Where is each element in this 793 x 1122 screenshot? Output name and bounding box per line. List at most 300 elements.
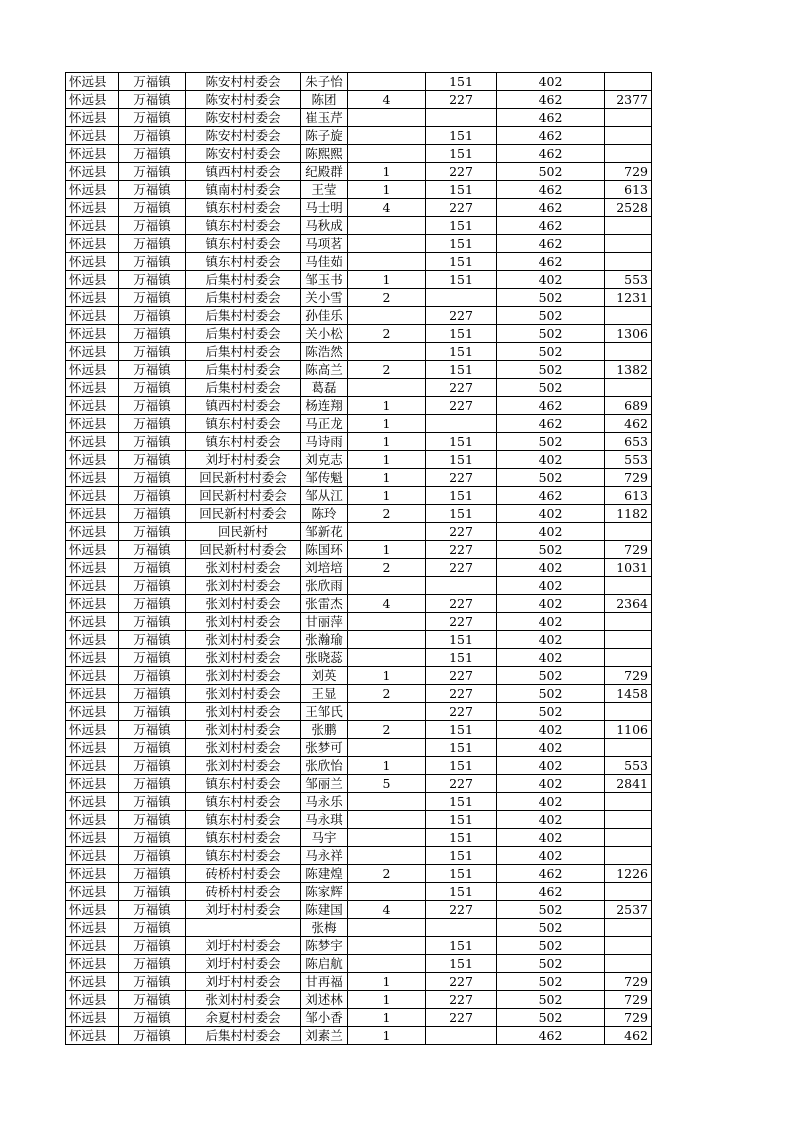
committee-cell: 张刘村村委会 <box>186 631 301 649</box>
town-cell: 万福镇 <box>119 577 186 595</box>
town-cell: 万福镇 <box>119 307 186 325</box>
amount-a-cell: 151 <box>426 73 497 91</box>
town-cell: 万福镇 <box>119 415 186 433</box>
amount-b-cell: 462 <box>497 883 605 901</box>
amount-a-cell: 151 <box>426 883 497 901</box>
amount-a-cell: 227 <box>426 559 497 577</box>
count-cell: 1 <box>348 487 426 505</box>
committee-cell: 刘圩村村委会 <box>186 901 301 919</box>
count-cell: 1 <box>348 397 426 415</box>
table-row <box>66 829 652 847</box>
count-cell: 1 <box>348 991 426 1009</box>
committee-cell: 张刘村村委会 <box>186 739 301 757</box>
town-cell: 万福镇 <box>119 955 186 973</box>
count-cell: 4 <box>348 91 426 109</box>
total-cell: 2528 <box>605 199 652 217</box>
total-cell <box>605 847 652 865</box>
name-cell: 邹小香 <box>301 1009 348 1027</box>
town-cell: 万福镇 <box>119 685 186 703</box>
total-cell: 1231 <box>605 289 652 307</box>
amount-b-cell: 502 <box>497 361 605 379</box>
amount-b-cell: 462 <box>497 415 605 433</box>
table-row <box>66 343 652 361</box>
count-cell <box>348 253 426 271</box>
table-row <box>66 325 652 343</box>
committee-cell: 回民新村村委会 <box>186 505 301 523</box>
count-cell: 4 <box>348 595 426 613</box>
amount-b-cell: 502 <box>497 541 605 559</box>
total-cell: 729 <box>605 469 652 487</box>
count-cell <box>348 937 426 955</box>
county-cell: 怀远县 <box>66 757 119 775</box>
name-cell: 张欣雨 <box>301 577 348 595</box>
name-cell: 陈子旋 <box>301 127 348 145</box>
committee-cell: 镇东村村委会 <box>186 217 301 235</box>
committee-cell: 镇东村村委会 <box>186 829 301 847</box>
amount-b-cell: 502 <box>497 685 605 703</box>
county-cell: 怀远县 <box>66 433 119 451</box>
table-row <box>66 307 652 325</box>
count-cell <box>348 127 426 145</box>
amount-b-cell: 402 <box>497 505 605 523</box>
table-row <box>66 613 652 631</box>
amount-a-cell: 227 <box>426 685 497 703</box>
count-cell <box>348 919 426 937</box>
amount-a-cell: 151 <box>426 955 497 973</box>
name-cell: 陈玲 <box>301 505 348 523</box>
amount-a-cell: 151 <box>426 217 497 235</box>
town-cell: 万福镇 <box>119 757 186 775</box>
amount-a-cell: 151 <box>426 451 497 469</box>
amount-a-cell: 227 <box>426 1009 497 1027</box>
name-cell: 陈启航 <box>301 955 348 973</box>
amount-b-cell: 502 <box>497 667 605 685</box>
name-cell: 张梅 <box>301 919 348 937</box>
county-cell: 怀远县 <box>66 307 119 325</box>
table-row <box>66 127 652 145</box>
total-cell: 1106 <box>605 721 652 739</box>
name-cell: 王显 <box>301 685 348 703</box>
amount-b-cell: 402 <box>497 631 605 649</box>
committee-cell: 回民新村 <box>186 523 301 541</box>
count-cell: 4 <box>348 901 426 919</box>
total-cell: 1306 <box>605 325 652 343</box>
county-cell: 怀远县 <box>66 109 119 127</box>
table-row <box>66 919 652 937</box>
amount-b-cell: 462 <box>497 397 605 415</box>
total-cell <box>605 307 652 325</box>
amount-b-cell: 502 <box>497 703 605 721</box>
count-cell <box>348 235 426 253</box>
amount-b-cell: 402 <box>497 847 605 865</box>
total-cell <box>605 883 652 901</box>
total-cell <box>605 919 652 937</box>
name-cell: 甘丽萍 <box>301 613 348 631</box>
total-cell: 729 <box>605 1009 652 1027</box>
count-cell <box>348 811 426 829</box>
committee-cell: 张刘村村委会 <box>186 649 301 667</box>
name-cell: 陈梦宇 <box>301 937 348 955</box>
committee-cell: 镇西村村委会 <box>186 163 301 181</box>
name-cell: 杨连翔 <box>301 397 348 415</box>
count-cell <box>348 343 426 361</box>
amount-a-cell: 227 <box>426 163 497 181</box>
amount-a-cell <box>426 577 497 595</box>
committee-cell: 回民新村村委会 <box>186 487 301 505</box>
total-cell <box>605 109 652 127</box>
total-cell <box>605 343 652 361</box>
committee-cell: 陈安村村委会 <box>186 109 301 127</box>
amount-b-cell: 402 <box>497 613 605 631</box>
table-row <box>66 505 652 523</box>
amount-a-cell: 227 <box>426 901 497 919</box>
total-cell <box>605 523 652 541</box>
count-cell: 1 <box>348 163 426 181</box>
county-cell: 怀远县 <box>66 811 119 829</box>
count-cell: 5 <box>348 775 426 793</box>
county-cell: 怀远县 <box>66 145 119 163</box>
committee-cell: 镇西村村委会 <box>186 397 301 415</box>
committee-cell: 后集村村委会 <box>186 289 301 307</box>
amount-b-cell: 502 <box>497 379 605 397</box>
table-row <box>66 91 652 109</box>
town-cell: 万福镇 <box>119 397 186 415</box>
table-row <box>66 469 652 487</box>
count-cell <box>348 109 426 127</box>
committee-cell: 张刘村村委会 <box>186 577 301 595</box>
table-row <box>66 685 652 703</box>
count-cell: 1 <box>348 541 426 559</box>
town-cell: 万福镇 <box>119 127 186 145</box>
table-row <box>66 415 652 433</box>
county-cell: 怀远县 <box>66 559 119 577</box>
name-cell: 邹从江 <box>301 487 348 505</box>
town-cell: 万福镇 <box>119 487 186 505</box>
table-row <box>66 487 652 505</box>
total-cell <box>605 703 652 721</box>
amount-b-cell: 502 <box>497 1009 605 1027</box>
town-cell: 万福镇 <box>119 91 186 109</box>
table-row <box>66 973 652 991</box>
county-cell: 怀远县 <box>66 91 119 109</box>
amount-b-cell: 502 <box>497 163 605 181</box>
total-cell: 2841 <box>605 775 652 793</box>
amount-b-cell: 402 <box>497 811 605 829</box>
count-cell <box>348 793 426 811</box>
total-cell: 2364 <box>605 595 652 613</box>
name-cell: 邹丽兰 <box>301 775 348 793</box>
name-cell: 王邹氏 <box>301 703 348 721</box>
committee-cell: 陈安村村委会 <box>186 91 301 109</box>
total-cell: 689 <box>605 397 652 415</box>
committee-cell: 张刘村村委会 <box>186 721 301 739</box>
count-cell <box>348 217 426 235</box>
amount-a-cell: 151 <box>426 649 497 667</box>
committee-cell: 刘圩村村委会 <box>186 937 301 955</box>
count-cell: 2 <box>348 685 426 703</box>
table-row <box>66 991 652 1009</box>
table-row <box>66 109 652 127</box>
amount-a-cell: 151 <box>426 847 497 865</box>
table-row <box>66 163 652 181</box>
amount-a-cell: 151 <box>426 487 497 505</box>
county-cell: 怀远县 <box>66 847 119 865</box>
committee-cell: 镇东村村委会 <box>186 793 301 811</box>
total-cell: 2537 <box>605 901 652 919</box>
table-row <box>66 433 652 451</box>
table-row <box>66 361 652 379</box>
total-cell: 553 <box>605 271 652 289</box>
town-cell: 万福镇 <box>119 847 186 865</box>
amount-a-cell: 227 <box>426 523 497 541</box>
amount-a-cell <box>426 289 497 307</box>
name-cell: 马佳茹 <box>301 253 348 271</box>
name-cell: 孙佳乐 <box>301 307 348 325</box>
town-cell: 万福镇 <box>119 343 186 361</box>
amount-b-cell: 462 <box>497 1027 605 1045</box>
total-cell: 1031 <box>605 559 652 577</box>
amount-b-cell: 502 <box>497 325 605 343</box>
amount-b-cell: 402 <box>497 829 605 847</box>
amount-a-cell: 151 <box>426 343 497 361</box>
committee-cell: 镇东村村委会 <box>186 811 301 829</box>
amount-b-cell: 462 <box>497 235 605 253</box>
count-cell <box>348 379 426 397</box>
county-cell: 怀远县 <box>66 703 119 721</box>
committee-cell: 回民新村村委会 <box>186 541 301 559</box>
committee-cell: 后集村村委会 <box>186 1027 301 1045</box>
amount-a-cell: 227 <box>426 703 497 721</box>
county-cell: 怀远县 <box>66 865 119 883</box>
county-cell: 怀远县 <box>66 937 119 955</box>
name-cell: 刘克志 <box>301 451 348 469</box>
total-cell <box>605 631 652 649</box>
table-row <box>66 937 652 955</box>
town-cell: 万福镇 <box>119 163 186 181</box>
amount-b-cell: 462 <box>497 487 605 505</box>
county-cell: 怀远县 <box>66 775 119 793</box>
town-cell: 万福镇 <box>119 199 186 217</box>
county-cell: 怀远县 <box>66 415 119 433</box>
county-cell: 怀远县 <box>66 397 119 415</box>
amount-a-cell: 227 <box>426 469 497 487</box>
committee-cell: 陈安村村委会 <box>186 73 301 91</box>
count-cell <box>348 829 426 847</box>
count-cell: 2 <box>348 865 426 883</box>
town-cell: 万福镇 <box>119 973 186 991</box>
name-cell: 陈高兰 <box>301 361 348 379</box>
county-cell: 怀远县 <box>66 379 119 397</box>
town-cell: 万福镇 <box>119 613 186 631</box>
table-row <box>66 883 652 901</box>
amount-b-cell: 402 <box>497 271 605 289</box>
table-row <box>66 757 652 775</box>
table-row <box>66 235 652 253</box>
name-cell: 朱子怡 <box>301 73 348 91</box>
amount-b-cell: 462 <box>497 145 605 163</box>
committee-cell <box>186 919 301 937</box>
county-cell: 怀远县 <box>66 955 119 973</box>
county-cell: 怀远县 <box>66 523 119 541</box>
table-row <box>66 271 652 289</box>
total-cell: 553 <box>605 451 652 469</box>
town-cell: 万福镇 <box>119 109 186 127</box>
county-cell: 怀远县 <box>66 127 119 145</box>
table-row <box>66 847 652 865</box>
table-row <box>66 649 652 667</box>
town-cell: 万福镇 <box>119 793 186 811</box>
amount-b-cell: 502 <box>497 955 605 973</box>
town-cell: 万福镇 <box>119 523 186 541</box>
name-cell: 马永乐 <box>301 793 348 811</box>
amount-a-cell: 151 <box>426 631 497 649</box>
county-cell: 怀远县 <box>66 325 119 343</box>
amount-b-cell: 502 <box>497 343 605 361</box>
committee-cell: 张刘村村委会 <box>186 595 301 613</box>
committee-cell: 镇东村村委会 <box>186 253 301 271</box>
table-row <box>66 559 652 577</box>
amount-b-cell: 502 <box>497 469 605 487</box>
town-cell: 万福镇 <box>119 541 186 559</box>
county-cell: 怀远县 <box>66 181 119 199</box>
table-row <box>66 631 652 649</box>
total-cell: 462 <box>605 1027 652 1045</box>
table-body <box>66 73 652 1045</box>
town-cell: 万福镇 <box>119 811 186 829</box>
amount-a-cell: 227 <box>426 613 497 631</box>
committee-cell: 回民新村村委会 <box>186 469 301 487</box>
total-cell <box>605 793 652 811</box>
amount-a-cell: 227 <box>426 307 497 325</box>
table-row <box>66 199 652 217</box>
data-table <box>65 72 652 1045</box>
table-row <box>66 703 652 721</box>
county-cell: 怀远县 <box>66 883 119 901</box>
town-cell: 万福镇 <box>119 361 186 379</box>
committee-cell: 后集村村委会 <box>186 325 301 343</box>
amount-a-cell: 151 <box>426 361 497 379</box>
amount-a-cell: 151 <box>426 505 497 523</box>
amount-b-cell: 462 <box>497 181 605 199</box>
name-cell: 张晓蕊 <box>301 649 348 667</box>
count-cell: 2 <box>348 289 426 307</box>
table-row <box>66 253 652 271</box>
table-row <box>66 397 652 415</box>
total-cell: 1182 <box>605 505 652 523</box>
town-cell: 万福镇 <box>119 901 186 919</box>
committee-cell: 张刘村村委会 <box>186 559 301 577</box>
town-cell: 万福镇 <box>119 433 186 451</box>
name-cell: 王莹 <box>301 181 348 199</box>
name-cell: 陈浩然 <box>301 343 348 361</box>
amount-b-cell: 462 <box>497 199 605 217</box>
committee-cell: 陈安村村委会 <box>186 127 301 145</box>
name-cell: 马项茗 <box>301 235 348 253</box>
amount-b-cell: 462 <box>497 865 605 883</box>
table-row <box>66 451 652 469</box>
count-cell: 2 <box>348 505 426 523</box>
count-cell: 1 <box>348 469 426 487</box>
committee-cell: 余夏村村委会 <box>186 1009 301 1027</box>
town-cell: 万福镇 <box>119 595 186 613</box>
name-cell: 马宇 <box>301 829 348 847</box>
county-cell: 怀远县 <box>66 613 119 631</box>
amount-b-cell: 462 <box>497 253 605 271</box>
town-cell: 万福镇 <box>119 829 186 847</box>
county-cell: 怀远县 <box>66 235 119 253</box>
county-cell: 怀远县 <box>66 253 119 271</box>
count-cell: 1 <box>348 181 426 199</box>
town-cell: 万福镇 <box>119 775 186 793</box>
name-cell: 马正龙 <box>301 415 348 433</box>
name-cell: 马永祥 <box>301 847 348 865</box>
table-row <box>66 289 652 307</box>
amount-a-cell: 227 <box>426 775 497 793</box>
town-cell: 万福镇 <box>119 1027 186 1045</box>
name-cell: 陈建国 <box>301 901 348 919</box>
table-row <box>66 379 652 397</box>
total-cell <box>605 127 652 145</box>
amount-b-cell: 462 <box>497 109 605 127</box>
town-cell: 万福镇 <box>119 883 186 901</box>
name-cell: 张梦可 <box>301 739 348 757</box>
name-cell: 关小松 <box>301 325 348 343</box>
amount-a-cell <box>426 919 497 937</box>
town-cell: 万福镇 <box>119 451 186 469</box>
total-cell: 613 <box>605 181 652 199</box>
county-cell: 怀远县 <box>66 685 119 703</box>
total-cell <box>605 235 652 253</box>
count-cell <box>348 955 426 973</box>
amount-a-cell: 151 <box>426 235 497 253</box>
town-cell: 万福镇 <box>119 325 186 343</box>
count-cell: 1 <box>348 973 426 991</box>
count-cell <box>348 703 426 721</box>
amount-a-cell: 227 <box>426 991 497 1009</box>
committee-cell: 镇东村村委会 <box>186 775 301 793</box>
county-cell: 怀远县 <box>66 829 119 847</box>
name-cell: 马诗雨 <box>301 433 348 451</box>
count-cell <box>348 649 426 667</box>
committee-cell: 砖桥村村委会 <box>186 883 301 901</box>
county-cell: 怀远县 <box>66 973 119 991</box>
county-cell: 怀远县 <box>66 505 119 523</box>
total-cell <box>605 73 652 91</box>
amount-b-cell: 502 <box>497 307 605 325</box>
county-cell: 怀远县 <box>66 199 119 217</box>
county-cell: 怀远县 <box>66 901 119 919</box>
name-cell: 邹新花 <box>301 523 348 541</box>
total-cell: 729 <box>605 991 652 1009</box>
town-cell: 万福镇 <box>119 937 186 955</box>
count-cell: 1 <box>348 1027 426 1045</box>
count-cell: 2 <box>348 361 426 379</box>
total-cell: 1382 <box>605 361 652 379</box>
count-cell <box>348 613 426 631</box>
committee-cell: 后集村村委会 <box>186 343 301 361</box>
count-cell: 1 <box>348 433 426 451</box>
table-row <box>66 739 652 757</box>
name-cell: 张瀚瑜 <box>301 631 348 649</box>
total-cell <box>605 649 652 667</box>
amount-a-cell: 151 <box>426 181 497 199</box>
total-cell <box>605 829 652 847</box>
name-cell: 刘素兰 <box>301 1027 348 1045</box>
total-cell: 1458 <box>605 685 652 703</box>
total-cell: 729 <box>605 541 652 559</box>
table-row <box>66 595 652 613</box>
committee-cell: 镇东村村委会 <box>186 415 301 433</box>
